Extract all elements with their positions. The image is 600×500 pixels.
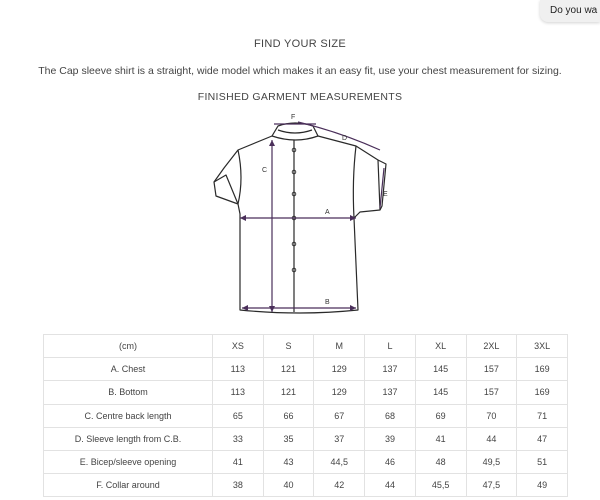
table-cell: 113 [213,381,264,404]
table-cell: 145 [415,381,466,404]
table-cell: 157 [466,358,517,381]
table-cell: 69 [415,404,466,427]
chat-widget-text: Do you wa [550,5,598,16]
table-cell: 46 [365,450,416,473]
table-cell: 38 [213,474,264,497]
table-header-cell: XL [415,335,466,358]
measure-line-d [298,122,380,150]
row-label: F. Collar around [44,474,213,497]
row-label: E. Bicep/sleeve opening [44,450,213,473]
table-cell: 51 [517,450,568,473]
table-cell: 45,5 [415,474,466,497]
diagram-label-b: B [325,299,330,306]
shirt-measurement-diagram [195,110,405,325]
table-cell: 121 [263,381,314,404]
table-cell: 35 [263,427,314,450]
page-title: FIND YOUR SIZE [253,38,346,50]
table-cell: 169 [517,381,568,404]
table-cell: 41 [213,450,264,473]
table-cell: 137 [365,381,416,404]
row-label: A. Chest [44,358,213,381]
table-cell: 169 [517,358,568,381]
table-header-cell: 2XL [466,335,517,358]
table-header-cell: L [365,335,416,358]
table-cell: 67 [314,404,365,427]
size-description: The Cap sleeve shirt is a straight, wide model which makes it an easy fit, use your chest measurement for sizing. [38,65,562,77]
table-row [44,474,568,497]
table-header-cell: XS [213,335,264,358]
table-row [44,404,568,427]
row-label: C. Centre back length [44,404,213,427]
table-cell: 40 [263,474,314,497]
size-chart-table [43,334,568,497]
diagram-label-f: F [291,114,296,121]
table-cell: 49 [517,474,568,497]
table-cell: 137 [365,358,416,381]
shirt-body-outline [214,136,380,313]
section-subtitle: FINISHED GARMENT MEASUREMENTS [197,91,403,103]
table-cell: 65 [213,404,264,427]
table-header-cell: (cm) [44,335,213,358]
table-header-row [44,335,568,358]
table-cell: 145 [415,358,466,381]
table-header-cell: 3XL [517,335,568,358]
table-row [44,358,568,381]
table-cell: 44,5 [314,450,365,473]
row-label: D. Sleeve length from C.B. [44,427,213,450]
table-row [44,450,568,473]
table-cell: 39 [365,427,416,450]
table-cell: 129 [314,358,365,381]
table-cell: 44 [466,427,517,450]
table-cell: 70 [466,404,517,427]
table-cell: 47 [517,427,568,450]
table-row [44,427,568,450]
row-label: B. Bottom [44,381,213,404]
table-cell: 48 [415,450,466,473]
table-cell: 121 [263,358,314,381]
table-header-cell: M [314,335,365,358]
diagram-label-d: D [342,135,348,142]
table-cell: 157 [466,381,517,404]
table-cell: 33 [213,427,264,450]
table-row [44,381,568,404]
table-cell: 44 [365,474,416,497]
table-cell: 37 [314,427,365,450]
table-cell: 68 [365,404,416,427]
table-header-cell: S [263,335,314,358]
table-cell: 113 [213,358,264,381]
diagram-label-e: E [383,191,388,198]
table-cell: 42 [314,474,365,497]
table-cell: 66 [263,404,314,427]
diagram-label-c: C [262,167,268,174]
chat-widget[interactable] [540,0,600,22]
table-cell: 129 [314,381,365,404]
table-cell: 41 [415,427,466,450]
table-cell: 71 [517,404,568,427]
table-cell: 47,5 [466,474,517,497]
table-cell: 43 [263,450,314,473]
diagram-label-a: A [325,209,330,216]
table-cell: 49,5 [466,450,517,473]
